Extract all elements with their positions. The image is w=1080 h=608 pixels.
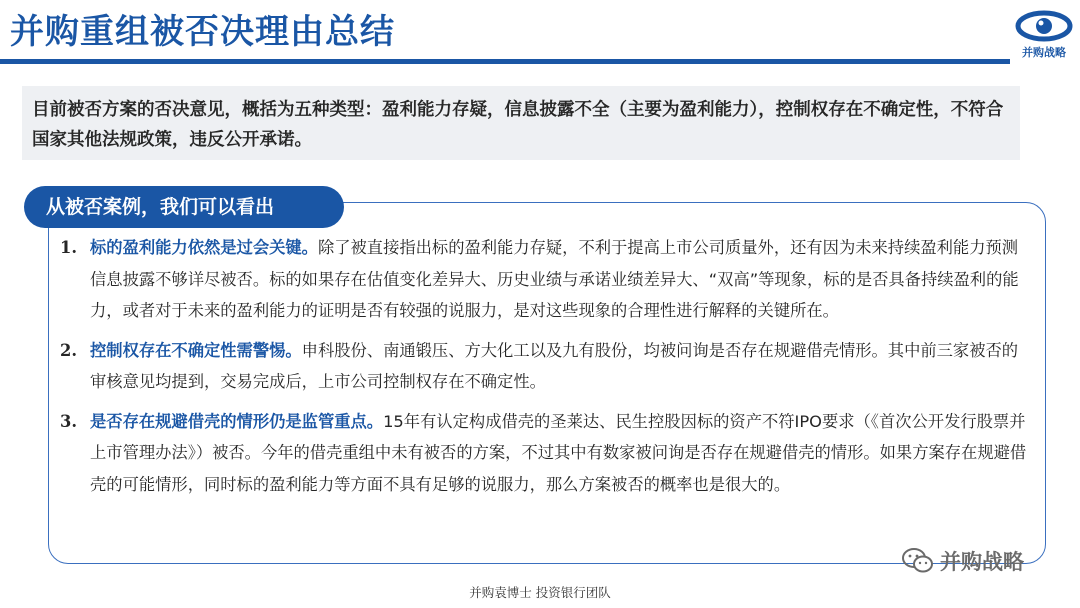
- item-number: 1.: [60, 238, 77, 257]
- summary-box: [22, 86, 1020, 160]
- item-body: 除了被直接指出标的盈利能力存疑，不利于提高上市公司质量外，还有因为未来持续盈利能力预测信息披露不够详尽被否。标的如果存在估值变化差异大、历史业绩与承诺业绩差异大、“双高”等现象，标的是否具备持续盈利的能力，或者对于未来的盈利能力的证明是否有较强的说服力，是对这些现象的合理性进行解释的关键所在。: [90, 238, 1019, 320]
- wechat-watermark: [902, 545, 1024, 577]
- page-title: 并购重组被否决理由总结: [10, 12, 395, 52]
- footer-text: 并购袁博士 投资银行团队: [469, 585, 611, 600]
- item-body: 申科股份、南通锻压、方大化工以及九有股份，均被问询是否存在规避借壳情形。其中前三家被否的审核意见均提到，交易完成后，上市公司控制权存在不确定性。: [90, 340, 1019, 391]
- item-text: [90, 335, 1030, 398]
- item-lead: 控制权存在不确定性需警惕。: [90, 340, 302, 360]
- list-item: [60, 406, 1030, 501]
- wechat-icon: [902, 547, 934, 575]
- logo-text: 并购战略: [1022, 46, 1066, 59]
- list-item: [60, 232, 1030, 327]
- item-number: 2.: [60, 340, 77, 360]
- watermark-text: 并购战略: [940, 550, 1024, 574]
- list-item: [60, 335, 1030, 398]
- findings-list: [60, 232, 1030, 508]
- item-body: 15年有认定构成借壳的圣莱达、民生控股因标的资产不符IPO要求（《首次公开发行股票并上市管理办法》）被否。今年的借壳重组中未有被否的方案，不过其中有数家被问询是否存在规避借壳的情形。如果方案存在规避借壳的可能情形，同时标的盈利能力等方面不具有足够的说服力，那么方案被否的概率也是很大的。: [90, 411, 1027, 494]
- summary-text: 目前被否方案的否决意见，概括为五种类型：盈利能力存疑，信息披露不全（主要为盈利能力），控制权存在不确定性，不符合国家其他法规政策，违反公开承诺。: [32, 100, 1004, 150]
- item-text: [90, 232, 1030, 327]
- item-lead: 是否存在规避借壳的情形仍是监管重点。: [90, 411, 384, 431]
- item-text: [90, 406, 1030, 501]
- item-number: 3.: [60, 411, 77, 431]
- title-rule: [0, 59, 1010, 64]
- item-lead: 标的盈利能力依然是过会关键。: [90, 238, 318, 257]
- panel-header: 从被否案例，我们可以看出: [24, 186, 344, 228]
